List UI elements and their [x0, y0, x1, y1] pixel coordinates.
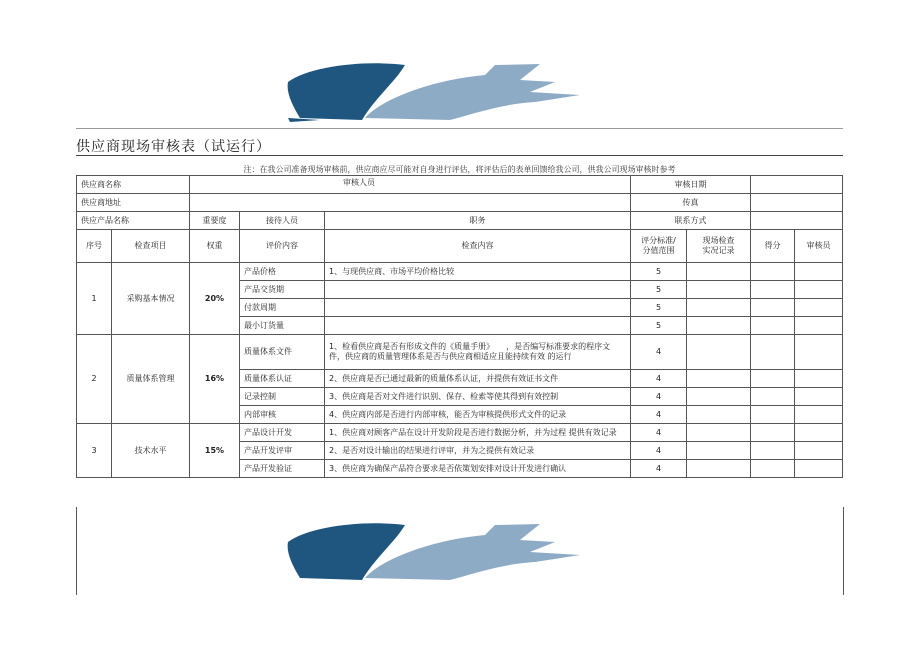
- record-cell[interactable]: [687, 299, 751, 317]
- record-cell[interactable]: [687, 317, 751, 335]
- record-cell[interactable]: [687, 335, 751, 370]
- auditor-label-text: 审核人员: [343, 178, 375, 187]
- record-cell[interactable]: [687, 370, 751, 388]
- eval-content-cell: 产品开发评审: [240, 442, 325, 460]
- receptionist-label: 接待人员: [240, 212, 325, 230]
- check-content-cell: 3、供应商是否对文件进行识别、保存、检索等使其得到有效控制: [325, 388, 631, 406]
- logo-dark-tail: [288, 118, 320, 122]
- supplier-address-label: 供应商地址: [77, 194, 190, 212]
- company-logo: [280, 60, 620, 130]
- standard-score-cell: 4: [631, 442, 687, 460]
- check-content-cell: 1、检看供应商是否有形成文件的《质量手册》 ，是否编写标准要求的程序文件，供应商的质量管理体系是否与供应商相适应且能持续有效 的运行: [325, 335, 631, 370]
- contact-label: 联系方式: [631, 212, 751, 230]
- record-cell[interactable]: [687, 460, 751, 478]
- score-cell[interactable]: [751, 370, 795, 388]
- auditor-cell[interactable]: [795, 460, 843, 478]
- standard-score-cell: 5: [631, 317, 687, 335]
- supplier-address-value[interactable]: [190, 194, 631, 212]
- eval-content-cell: 付款周期: [240, 299, 325, 317]
- col-weight: 权重: [190, 230, 240, 263]
- eval-content-cell: 记录控制: [240, 388, 325, 406]
- section-seq: 2: [77, 335, 112, 424]
- fax-label: 传真: [631, 194, 751, 212]
- auditor-cell[interactable]: [795, 299, 843, 317]
- auditor-cell[interactable]: [795, 442, 843, 460]
- column-header-row: [77, 230, 843, 263]
- record-cell[interactable]: [687, 406, 751, 424]
- score-cell[interactable]: [751, 281, 795, 299]
- instruction-note: 注：在我公司准备现场审核前，供应商应尽可能对自身进行评估，将评估后的表单回馈给我公司，供我公司现场审核时参考: [243, 165, 676, 174]
- standard-score-cell: 4: [631, 335, 687, 370]
- audit-date-label: 审核日期: [631, 176, 751, 194]
- supplier-name-label: 供应商名称: [77, 176, 190, 194]
- table-row: [77, 424, 843, 442]
- eval-content-cell: 产品价格: [240, 263, 325, 281]
- section-seq: 3: [77, 424, 112, 478]
- standard-score-cell: 4: [631, 460, 687, 478]
- col-record: 现场检查 实况记录: [687, 230, 751, 263]
- eval-content-cell: 质量体系认证: [240, 370, 325, 388]
- header-rule: [76, 128, 843, 129]
- score-cell[interactable]: [751, 460, 795, 478]
- record-cell[interactable]: [687, 424, 751, 442]
- contact-value[interactable]: [751, 212, 843, 230]
- score-cell[interactable]: [751, 317, 795, 335]
- score-cell[interactable]: [751, 335, 795, 370]
- standard-score-cell: 4: [631, 388, 687, 406]
- section-weight: 15%: [190, 424, 240, 478]
- check-content-cell: [325, 281, 631, 299]
- auditor-cell[interactable]: [795, 263, 843, 281]
- record-cell[interactable]: [687, 442, 751, 460]
- eval-content-cell: 产品设计开发: [240, 424, 325, 442]
- fax-value[interactable]: [751, 194, 843, 212]
- record-cell[interactable]: [687, 388, 751, 406]
- auditor-cell[interactable]: [795, 335, 843, 370]
- check-content-cell: 4、供应商内部是否进行内部审核，能否为审核提供形式文件的记录: [325, 406, 631, 424]
- col-standard: 评分标准/ 分值范围: [631, 230, 687, 263]
- check-content-cell: 3、供应商为确保产品符合要求是否依策划安排对设计开发进行确认: [325, 460, 631, 478]
- record-cell[interactable]: [687, 263, 751, 281]
- eval-content-cell: 产品交货期: [240, 281, 325, 299]
- table-row: [77, 335, 843, 370]
- score-cell[interactable]: [751, 388, 795, 406]
- score-cell[interactable]: [751, 299, 795, 317]
- title-underline: [76, 155, 843, 156]
- supplier-name-value[interactable]: [190, 176, 631, 194]
- position-label: 职务: [325, 212, 631, 230]
- info-row-3: [77, 212, 843, 230]
- standard-score-cell: 5: [631, 263, 687, 281]
- auditor-cell[interactable]: [795, 317, 843, 335]
- section-check-item: 采购基本情况: [112, 263, 190, 335]
- section-check-item: 质量体系管理: [112, 335, 190, 424]
- page-title: 供应商现场审核表（试运行）: [76, 139, 271, 155]
- score-cell[interactable]: [751, 424, 795, 442]
- col-check-content: 检查内容: [325, 230, 631, 263]
- product-name-label: 供应产品名称: [77, 212, 190, 230]
- auditor-cell[interactable]: [795, 406, 843, 424]
- col-check-item: 检查项目: [112, 230, 190, 263]
- check-content-cell: 1、与现供应商、市场平均价格比较: [325, 263, 631, 281]
- company-logo-footer: [280, 520, 620, 595]
- audit-date-value[interactable]: [751, 176, 843, 194]
- col-score: 得分: [751, 230, 795, 263]
- eval-content-cell: 质量体系文件: [240, 335, 325, 370]
- check-content-cell: [325, 317, 631, 335]
- auditor-cell[interactable]: [795, 388, 843, 406]
- section-seq: 1: [77, 263, 112, 335]
- eval-content-cell: 产品开发验证: [240, 460, 325, 478]
- audit-table: [76, 175, 843, 478]
- section-weight: 20%: [190, 263, 240, 335]
- standard-score-cell: 5: [631, 281, 687, 299]
- section-weight: 16%: [190, 335, 240, 424]
- standard-score-cell: 4: [631, 424, 687, 442]
- check-content-cell: 1、供应商对顾客产品在设计开发阶段是否进行数据分析，并为过程 提供有效记录: [325, 424, 631, 442]
- eval-content-cell: 最小订货量: [240, 317, 325, 335]
- check-content-cell: 2、是否对设计输出的结果进行评审，并为之提供有效记录: [325, 442, 631, 460]
- info-row-2: [77, 194, 843, 212]
- score-cell[interactable]: [751, 442, 795, 460]
- check-content-cell: [325, 299, 631, 317]
- info-row-1: [77, 176, 843, 194]
- col-eval-content: 评价内容: [240, 230, 325, 263]
- record-cell[interactable]: [687, 281, 751, 299]
- standard-score-cell: 4: [631, 406, 687, 424]
- score-cell[interactable]: [751, 263, 795, 281]
- section-check-item: 技术水平: [112, 424, 190, 478]
- importance-label: 重要度: [190, 212, 240, 230]
- col-seq: 序号: [77, 230, 112, 263]
- standard-score-cell: 5: [631, 299, 687, 317]
- standard-score-cell: 4: [631, 370, 687, 388]
- eval-content-cell: 内部审核: [240, 406, 325, 424]
- score-cell[interactable]: [751, 406, 795, 424]
- auditor-cell[interactable]: [795, 370, 843, 388]
- col-auditor: 审核员: [795, 230, 843, 263]
- table-row: [77, 263, 843, 281]
- auditor-cell[interactable]: [795, 424, 843, 442]
- check-content-cell: 2、供应商是否已通过最新的质量体系认证，并提供有效证书文件: [325, 370, 631, 388]
- auditor-cell[interactable]: [795, 281, 843, 299]
